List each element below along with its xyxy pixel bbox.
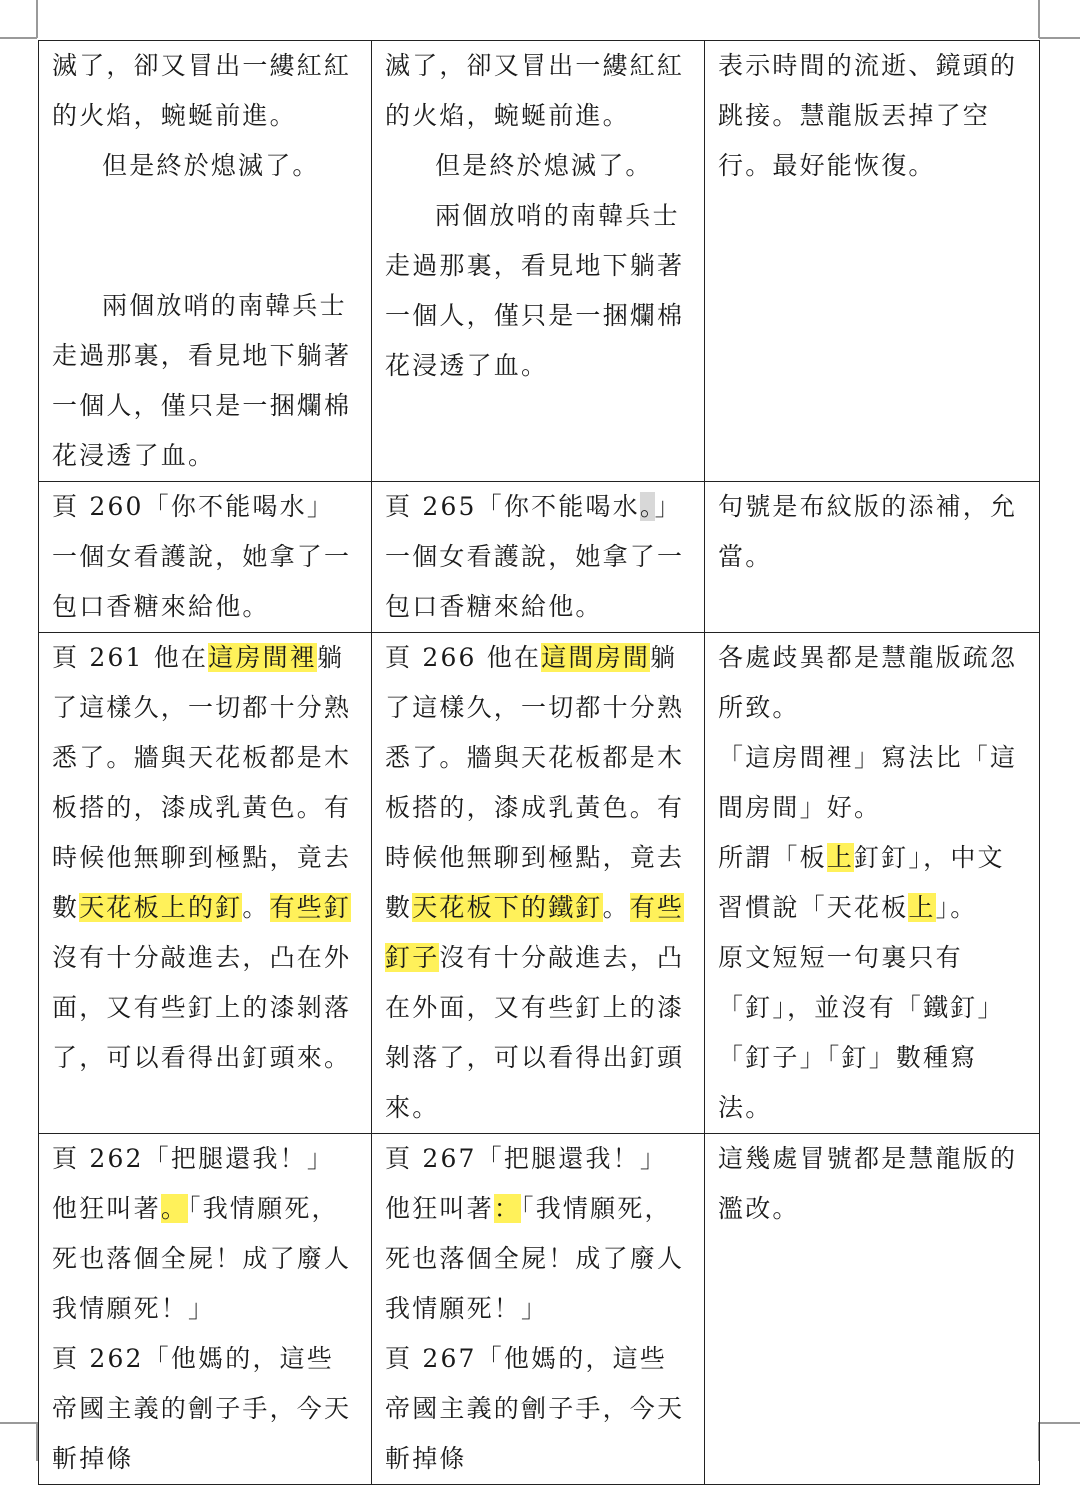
highlighted-text: 天花板下的鐵釘 bbox=[412, 893, 603, 922]
comparison-table bbox=[38, 40, 1040, 1485]
text-run: 所謂「板 bbox=[718, 843, 827, 872]
text-run: 躺了這樣久，一切都十分熟悉了。牆與天花板都是木板搭的，漆成乳黃色。有時候他無聊到極點，竟去數 bbox=[52, 643, 352, 922]
crop-mark-bottom-right-h bbox=[1039, 1422, 1080, 1424]
cell-original bbox=[39, 1134, 372, 1485]
paragraph bbox=[52, 633, 359, 1083]
highlighted-text: ： bbox=[493, 1194, 522, 1223]
crop-mark-top-left-h bbox=[0, 37, 37, 39]
paragraph: 「這房間裡」寫法比「這間房間」好。 bbox=[718, 743, 1018, 822]
cell-revised bbox=[372, 482, 705, 633]
text-run: 沒有十分敲進去，凸在外面，又有些釘上的漆剝落了，可以看得出釘頭來。 bbox=[385, 943, 685, 1122]
cell-comment bbox=[705, 633, 1040, 1134]
crop-mark-top-left-v bbox=[36, 0, 38, 38]
text-run: 」。 bbox=[935, 893, 978, 922]
paragraph bbox=[718, 833, 1027, 933]
text-run: 釘釘」，中文習慣說「天花板 bbox=[718, 843, 1005, 922]
paragraph bbox=[385, 1134, 692, 1334]
paragraph bbox=[385, 633, 692, 1133]
paragraph: 頁 260「你不能喝水」一個女看護說，她拿了一包口香糖來給他。 bbox=[52, 492, 352, 621]
paragraph: 滅了，卻又冒出一縷紅紅的火焰，蜿蜒前進。 bbox=[52, 51, 352, 130]
cell-original bbox=[39, 633, 372, 1134]
text-run: 「我情願死，死也落個全屍！成了廢人我情願死！」 bbox=[385, 1194, 685, 1323]
cell-comment bbox=[705, 1134, 1040, 1485]
cell-comment bbox=[705, 41, 1040, 482]
paragraph: 頁 262「他媽的，這些帝國主義的劊子手，今天斬掉條 bbox=[52, 1344, 352, 1473]
cell-comment bbox=[705, 482, 1040, 633]
text-run: 頁 262「把腿還我！」他狂叫著 bbox=[52, 1144, 335, 1223]
text-run: 頁 261 他在 bbox=[52, 643, 209, 672]
paragraph: 頁 267「他媽的，這些帝國主義的劊子手，今天斬掉條 bbox=[385, 1344, 685, 1473]
text-run: 「我情願死，死也落個全屍！成了廢人我情願死！」 bbox=[52, 1194, 352, 1323]
crop-mark-bottom-left-h bbox=[0, 1422, 37, 1424]
highlighted-text: 這房間裡 bbox=[208, 643, 318, 672]
crop-mark-top-right-v bbox=[1038, 0, 1040, 38]
paragraph: 滅了，卻又冒出一縷紅紅的火焰，蜿蜒前進。 bbox=[385, 51, 685, 130]
paragraph: 原文短短一句裏只有「釘」，並沒有「鐵釘」「釘子」「釘」數種寫法。 bbox=[718, 943, 1005, 1122]
text-run: 」一個女看護說，她拿了一包口香糖來給他。 bbox=[385, 492, 685, 621]
cell-original bbox=[39, 41, 372, 482]
table-row bbox=[39, 482, 1040, 633]
paragraph bbox=[385, 482, 692, 632]
paragraph: 句號是布紋版的添補，允當。 bbox=[718, 492, 1018, 571]
text-run: 。 bbox=[242, 893, 270, 922]
highlighted-text: 天花板上的釘 bbox=[79, 893, 243, 922]
text-run: 頁 266 他在 bbox=[385, 643, 542, 672]
text-run: 。 bbox=[602, 893, 630, 922]
paragraph: 各處歧異都是慧龍版疏忽所致。 bbox=[718, 643, 1018, 722]
table-row bbox=[39, 1134, 1040, 1485]
cell-original bbox=[39, 482, 372, 633]
highlighted-text: 有些釘 bbox=[269, 893, 352, 922]
paragraph: 兩個放哨的南韓兵士走過那裏，看見地下躺著一個人，僅只是一捆爛棉花浸透了血。 bbox=[385, 201, 685, 380]
cell-revised bbox=[372, 633, 705, 1134]
cell-revised bbox=[372, 41, 705, 482]
crop-mark-top-right-h bbox=[1039, 37, 1080, 39]
paragraph: 但是終於熄滅了。 bbox=[435, 151, 653, 180]
paragraph: 但是終於熄滅了。 bbox=[102, 151, 320, 180]
paragraph: 表示時間的流逝、鏡頭的跳接。慧龍版丟掉了空行。最好能恢復。 bbox=[718, 51, 1018, 180]
text-run: 躺了這樣久，一切都十分熟悉了。牆與天花板都是木板搭的，漆成乳黃色。有時候他無聊到極點，竟去數 bbox=[385, 643, 685, 922]
highlighted-text: 這間房間 bbox=[541, 643, 651, 672]
paragraph: 兩個放哨的南韓兵士走過那裏，看見地下躺著一個人，僅只是一捆爛棉花浸透了血。 bbox=[52, 291, 352, 470]
highlighted-text: 。 bbox=[160, 1194, 189, 1223]
text-run: 頁 267「把腿還我！」他狂叫著 bbox=[385, 1144, 668, 1223]
paragraph bbox=[52, 1134, 359, 1334]
table-row bbox=[39, 41, 1040, 482]
text-run: 沒有十分敲進去，凸在外面，又有些釘上的漆剝落了，可以看得出釘頭來。 bbox=[52, 943, 352, 1072]
cell-revised bbox=[372, 1134, 705, 1485]
blank-line-spacer bbox=[52, 191, 359, 281]
highlighted-text: 。 bbox=[639, 492, 655, 521]
paragraph: 這幾處冒號都是慧龍版的濫改。 bbox=[718, 1144, 1018, 1223]
highlighted-text: 上 bbox=[908, 893, 936, 922]
table-row bbox=[39, 633, 1040, 1134]
highlighted-text: 上 bbox=[826, 843, 855, 872]
text-run: 頁 265「你不能喝水 bbox=[385, 492, 640, 521]
highlighted-text: 有些釘子 bbox=[385, 893, 685, 972]
